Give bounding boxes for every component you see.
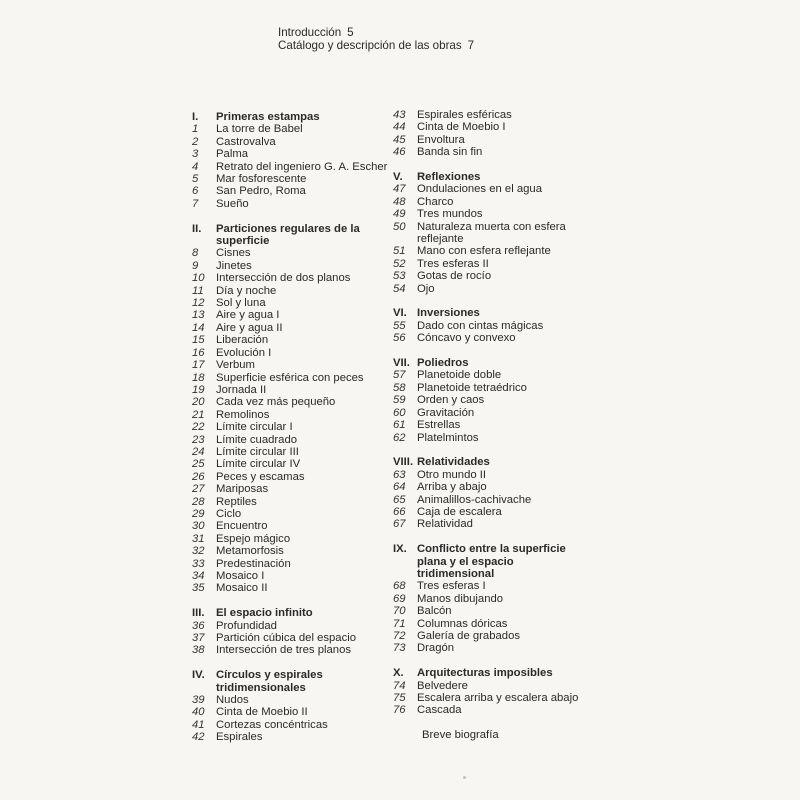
entry-title: Estrellas: [417, 419, 461, 432]
toc-entry: [192, 545, 392, 557]
entry-title: Mar fosforescente: [216, 173, 307, 186]
entry-title: Intersección de dos planos: [216, 272, 351, 285]
entry-title: Planetoide tetraédrico: [417, 381, 527, 394]
entry-number: 30: [192, 520, 205, 533]
entry-title: Nudos: [216, 694, 249, 707]
toc-entry: [192, 520, 392, 532]
entry-number: 50: [393, 220, 406, 233]
entry-title: Planetoide doble: [417, 369, 502, 382]
toc-entry: [192, 458, 392, 470]
entry-number: 66: [393, 505, 406, 518]
toc-section: [393, 109, 593, 159]
entry-number: 39: [192, 694, 205, 707]
footer-entry: Breve biografía: [422, 729, 499, 742]
toc-section: [393, 543, 593, 655]
section-number: V.: [393, 171, 403, 184]
paper-speck: [463, 776, 466, 779]
toc-section: [192, 607, 392, 657]
entry-number: 56: [393, 332, 406, 345]
entry-number: 61: [393, 419, 406, 432]
entry-number: 17: [192, 359, 205, 372]
toc-entry: [192, 496, 392, 508]
entry-number: 12: [192, 297, 205, 310]
entry-title: Envoltura: [417, 133, 465, 146]
entry-number: 70: [393, 605, 406, 618]
header-page: 5: [347, 26, 354, 39]
entry-title: Cortezas concéntricas: [216, 718, 328, 731]
entry-title: Espirales: [216, 731, 263, 744]
entry-number: 35: [192, 582, 205, 595]
entry-title: Espejo mágico: [216, 532, 291, 545]
entry-number: 22: [192, 421, 205, 434]
section-number: III.: [192, 607, 205, 620]
entry-title: Naturaleza muerta con esfera reflejante: [417, 220, 566, 246]
entry-title: Intersección de tres planos: [216, 644, 352, 657]
entry-title: Límite cuadrado: [216, 433, 298, 446]
entry-title: Reptiles: [216, 495, 257, 508]
toc-entry: [192, 322, 392, 334]
toc-entry: [192, 719, 392, 731]
toc-entry: [393, 258, 593, 270]
entry-title: Predestinación: [216, 557, 291, 570]
section-heading: [393, 456, 593, 468]
entry-title: Banda sin fin: [417, 146, 483, 159]
section-number: X.: [393, 667, 404, 680]
entry-title: Partición cúbica del espacio: [216, 632, 357, 645]
section-heading: [192, 669, 392, 694]
toc-entry: [192, 409, 392, 421]
entry-title: Otro mundo II: [417, 468, 487, 481]
entry-title: Peces y escamas: [216, 470, 305, 483]
toc-entry: [192, 198, 392, 210]
section-number: VII.: [393, 357, 410, 370]
entry-title: Retrato del ingeniero G. A. Escher: [216, 160, 388, 173]
entry-title: Dragón: [417, 642, 455, 655]
toc-entry: [393, 134, 593, 146]
section-title: Conflicto entre la superficie plana y el espacio tridimensional: [417, 543, 566, 580]
toc-entry: [192, 396, 392, 408]
toc-entry: [393, 146, 593, 158]
entry-number: 42: [192, 731, 205, 744]
toc-entry: [192, 347, 392, 359]
toc-entry: [192, 334, 392, 346]
toc-entry: [192, 384, 392, 396]
entry-title: Tres esferas II: [417, 257, 489, 270]
toc-entry: [393, 208, 593, 220]
toc-entry: [192, 185, 392, 197]
section-number: VI.: [393, 307, 407, 320]
section-number: II.: [192, 222, 202, 235]
entry-number: 44: [393, 121, 406, 134]
toc-entry: [192, 372, 392, 384]
entry-number: 19: [192, 383, 205, 396]
entry-title: Arriba y abajo: [417, 481, 487, 494]
section-number: I.: [192, 111, 199, 123]
entry-number: 34: [192, 570, 205, 583]
toc-entry: [192, 260, 392, 272]
entry-number: 73: [393, 642, 406, 655]
toc-entry: [393, 605, 593, 617]
toc-entry: [192, 694, 392, 706]
entry-number: 64: [393, 481, 406, 494]
entry-title: Sol y luna: [216, 297, 266, 310]
entry-number: 51: [393, 245, 406, 258]
toc-entry: [192, 632, 392, 644]
entry-number: 21: [192, 408, 205, 421]
entry-title: Manos dibujando: [417, 592, 504, 605]
toc-entry: [192, 620, 392, 632]
toc-entry: [393, 332, 593, 344]
toc-entry: [192, 247, 392, 259]
entry-title: Galería de grabados: [417, 629, 520, 642]
left-column: [192, 109, 392, 756]
toc-entry: [393, 221, 593, 246]
toc-entry: [393, 506, 593, 518]
section-number: VIII.: [393, 456, 414, 469]
entry-number: 40: [192, 706, 205, 719]
entry-title: San Pedro, Roma: [216, 185, 306, 198]
entry-number: 2: [192, 135, 199, 148]
entry-title: Límite circular I: [216, 421, 293, 434]
right-column: [393, 109, 593, 742]
entry-number: 58: [393, 381, 406, 394]
table-of-contents-header: [278, 27, 474, 52]
entry-title: Orden y caos: [417, 394, 485, 407]
entry-number: 28: [192, 495, 205, 508]
entry-title: Ojo: [417, 282, 435, 295]
entry-number: 75: [393, 692, 406, 704]
section-title: Círculos y espirales tridimensionales: [216, 669, 323, 694]
entry-title: Platelmintos: [417, 431, 479, 444]
entry-title: Aire y agua I: [216, 309, 280, 322]
entry-number: 63: [393, 468, 406, 481]
entry-title: Mosaico II: [216, 582, 268, 595]
entry-title: Aire y agua II: [216, 321, 283, 334]
toc-entry: [393, 382, 593, 394]
toc-entry: [393, 245, 593, 257]
header-text: Catálogo y descripción de las obras: [278, 38, 462, 52]
entry-number: 33: [192, 557, 205, 570]
toc-entry: [393, 270, 593, 282]
entry-number: 18: [192, 371, 205, 384]
entry-number: 10: [192, 272, 205, 285]
entry-number: 16: [192, 346, 205, 359]
toc-section: [393, 667, 593, 717]
right-column-sections: [393, 109, 593, 717]
toc-entry: [192, 297, 392, 309]
entry-number: 1: [192, 123, 199, 136]
entry-title: Encuentro: [216, 520, 268, 533]
entry-title: Liberación: [216, 334, 269, 347]
entry-title: Jinetes: [216, 259, 252, 272]
entry-number: 32: [192, 545, 205, 558]
entry-title: Día y noche: [216, 284, 277, 297]
section-title: Poliedros: [417, 357, 469, 370]
toc-entry: [393, 494, 593, 506]
toc-entry: [393, 109, 593, 121]
entry-title: Límite circular III: [216, 445, 299, 458]
entry-number: 23: [192, 433, 205, 446]
entry-title: Ondulaciones en el agua: [417, 183, 542, 196]
toc-entry: [393, 419, 593, 431]
section-title: Particiones regulares de la superficie: [216, 222, 360, 248]
entry-title: Mariposas: [216, 483, 269, 496]
entry-number: 15: [192, 334, 205, 347]
entry-title: Balcón: [417, 605, 452, 618]
toc-entry: [393, 593, 593, 605]
entry-number: 36: [192, 619, 205, 632]
entry-number: 20: [192, 396, 205, 409]
entry-title: Cinta de Moebio II: [216, 706, 308, 719]
entry-title: Espirales esféricas: [417, 109, 512, 121]
entry-title: Animalillos-cachivache: [417, 493, 532, 506]
entry-title: Límite circular IV: [216, 458, 301, 471]
toc-entry: [192, 582, 392, 594]
toc-entry: [192, 471, 392, 483]
toc-entry: [192, 434, 392, 446]
toc-entry: [393, 183, 593, 195]
header-page: 7: [467, 38, 475, 52]
entry-number: 3: [192, 148, 199, 161]
entry-title: Metamorfosis: [216, 545, 284, 558]
entry-number: 62: [393, 431, 406, 444]
section-heading: [393, 171, 593, 183]
toc-entry: [393, 320, 593, 332]
section-title: Inversiones: [417, 307, 480, 320]
toc-entry: [192, 285, 392, 297]
entry-number: 26: [192, 470, 205, 483]
toc-entry: [192, 731, 392, 743]
section-title: Relatividades: [417, 456, 490, 469]
toc-entry: [393, 518, 593, 530]
entry-title: Evolución I: [216, 346, 272, 359]
section-heading: [393, 667, 593, 679]
entry-title: Caja de escalera: [417, 505, 502, 518]
entry-number: 9: [192, 259, 199, 272]
toc-section: [393, 357, 593, 444]
entry-title: Tres esferas I: [417, 580, 486, 593]
entry-number: 57: [393, 369, 406, 382]
entry-number: 41: [192, 718, 205, 731]
entry-number: 72: [393, 629, 406, 642]
section-title: Reflexiones: [417, 171, 481, 184]
toc-entry: [192, 483, 392, 495]
toc-entry: [393, 618, 593, 630]
entry-number: 59: [393, 394, 406, 407]
entry-number: 24: [192, 445, 205, 458]
toc-entry: [393, 369, 593, 381]
section-heading: [393, 307, 593, 319]
entry-number: 46: [393, 146, 406, 159]
section-title: Primeras estampas: [216, 111, 320, 123]
entry-number: 71: [393, 617, 406, 630]
entry-title: Belvedere: [417, 679, 468, 692]
entry-title: Jornada II: [216, 383, 267, 396]
entry-number: 5: [192, 173, 199, 186]
section-heading: [192, 223, 392, 248]
entry-title: Cada vez más pequeño: [216, 396, 336, 409]
toc-entry: [192, 161, 392, 173]
toc-entry: [192, 533, 392, 545]
entry-number: 68: [393, 580, 406, 593]
entry-title: Tres mundos: [417, 208, 483, 221]
section-heading: [393, 543, 593, 580]
entry-title: Mano con esfera reflejante: [417, 245, 551, 258]
toc-entry: [393, 630, 593, 642]
toc-entry: [393, 680, 593, 692]
entry-number: 65: [393, 493, 406, 506]
entry-title: Profundidad: [216, 619, 277, 632]
toc-entry: [393, 469, 593, 481]
toc-entry: [192, 359, 392, 371]
toc-entry: [393, 704, 593, 716]
entry-title: Cascada: [417, 704, 462, 717]
toc-section: [393, 307, 593, 344]
entry-number: 25: [192, 458, 205, 471]
toc-entry: [192, 508, 392, 520]
toc-entry: [192, 136, 392, 148]
toc-entry: [393, 432, 593, 444]
toc-entry: [393, 580, 593, 592]
entry-number: 38: [192, 644, 205, 657]
entry-number: 13: [192, 309, 205, 322]
toc-section: [192, 223, 392, 595]
entry-title: Columnas dóricas: [417, 617, 508, 630]
section-number: IV.: [192, 669, 205, 682]
entry-number: 27: [192, 483, 205, 496]
toc-entry: [393, 642, 593, 654]
toc-entry: [393, 481, 593, 493]
entry-number: 31: [192, 532, 205, 545]
entry-title: Escalera arriba y escalera abajo: [417, 692, 579, 704]
entry-number: 45: [393, 133, 406, 146]
entry-number: 29: [192, 507, 205, 520]
toc-section: [192, 111, 392, 210]
section-number: IX.: [393, 543, 407, 556]
toc-entry: [192, 272, 392, 284]
entry-title: La torre de Babel: [216, 123, 303, 136]
entry-number: 53: [393, 270, 406, 283]
toc-entry: [192, 148, 392, 160]
toc-entry: [192, 446, 392, 458]
toc-section: [393, 456, 593, 530]
section-title: Arquitecturas imposibles: [417, 667, 553, 680]
entry-title: Superficie esférica con peces: [216, 371, 364, 384]
toc-entry: [192, 558, 392, 570]
entry-title: Cisnes: [216, 247, 251, 260]
toc-section: [393, 171, 593, 295]
toc-entry: [393, 121, 593, 133]
entry-number: 76: [393, 704, 406, 717]
entry-title: Sueño: [216, 197, 249, 210]
section-title: El espacio infinito: [216, 607, 313, 620]
entry-title: Gotas de rocío: [417, 270, 492, 283]
toc-section: [192, 669, 392, 743]
toc-entry: [192, 570, 392, 582]
header-line: [278, 40, 474, 53]
entry-title: Gravitación: [417, 406, 475, 419]
entry-number: 14: [192, 321, 205, 334]
entry-title: Cinta de Moebio I: [417, 121, 506, 134]
entry-number: 60: [393, 406, 406, 419]
toc-entry: [393, 394, 593, 406]
entry-title: Cóncavo y convexo: [417, 332, 516, 345]
entry-number: 69: [393, 592, 406, 605]
toc-entry: [192, 644, 392, 656]
toc-entry: [192, 421, 392, 433]
entry-number: 67: [393, 518, 406, 531]
entry-title: Charco: [417, 195, 454, 208]
toc-entry: [192, 173, 392, 185]
entry-title: Dado con cintas mágicas: [417, 319, 544, 332]
entry-number: 48: [393, 195, 406, 208]
entry-title: Mosaico I: [216, 570, 265, 583]
entry-number: 6: [192, 185, 199, 198]
entry-title: Castrovalva: [216, 135, 276, 148]
entry-title: Remolinos: [216, 408, 270, 421]
toc-entry: [192, 309, 392, 321]
entry-number: 7: [192, 197, 199, 210]
toc-entry: [393, 283, 593, 295]
toc-entry: [393, 692, 593, 704]
toc-entry: [192, 123, 392, 135]
toc-entry: [192, 706, 392, 718]
entry-number: 43: [393, 109, 406, 121]
entry-number: 4: [192, 160, 199, 173]
toc-entry: [393, 407, 593, 419]
entry-title: Palma: [216, 148, 249, 161]
entry-number: 52: [393, 257, 406, 270]
entry-number: 55: [393, 319, 406, 332]
entry-number: 8: [192, 247, 199, 260]
entry-title: Relatividad: [417, 518, 473, 531]
section-heading: [192, 607, 392, 619]
entry-number: 11: [192, 284, 204, 297]
section-heading: [393, 357, 593, 369]
entry-number: 49: [393, 208, 406, 221]
entry-number: 74: [393, 679, 406, 692]
entry-title: Verbum: [216, 359, 255, 372]
header-text: Introducción: [278, 26, 342, 39]
entry-title: Ciclo: [216, 507, 242, 520]
section-heading: [192, 111, 392, 123]
entry-number: 47: [393, 183, 406, 196]
entry-number: 54: [393, 282, 406, 295]
entry-number: 37: [192, 632, 205, 645]
toc-entry: [393, 196, 593, 208]
